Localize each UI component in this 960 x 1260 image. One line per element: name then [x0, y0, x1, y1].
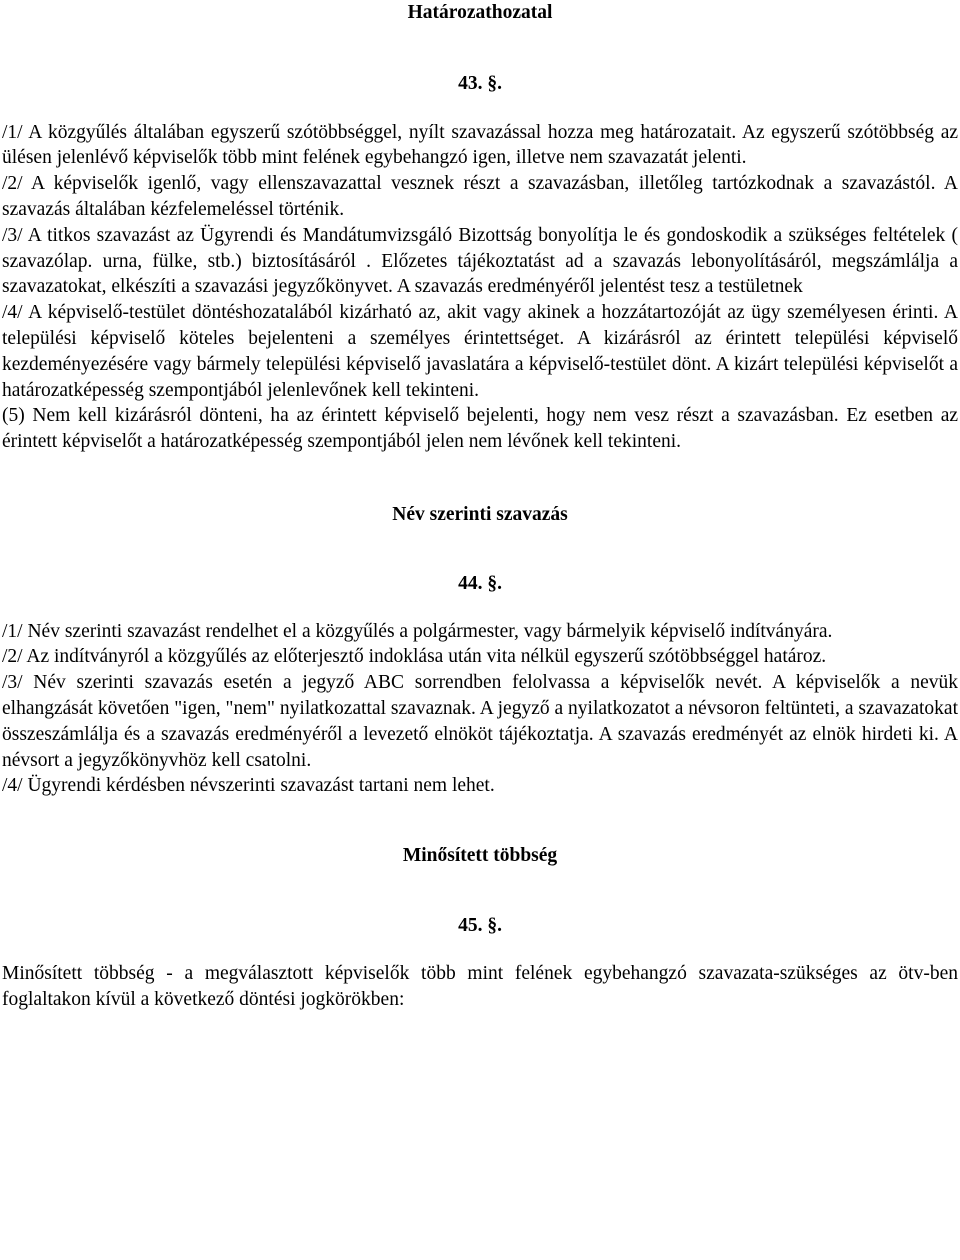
section-title-minositett-tobbseg: Minősített többség	[402, 845, 558, 867]
paragraph: /1/ Név szerinti szavazást rendelhet el a közgyűlés a polgármester, vagy bármelyik képviselő indítványára.	[2, 620, 833, 642]
paragraph: /2/ Az indítványról a közgyűlés az előterjesztő indoklása után vita nélkül egyszerű szótöbbséggel határoz.	[2, 646, 827, 668]
section-body-43	[2, 120, 958, 455]
paragraph: (5) Nem kell kizárásról dönteni, ha az érintett képviselő bejelenti, hogy nem vesz részt a szavazásban. Ez esetben az érintett képviselőt a határozatképesség szempontjából jelen nem lévőnek kell tekinteni.	[2, 405, 958, 453]
paragraph: /3/ Név szerinti szavazás esetén a jegyző ABC sorrendben felolvassa a képviselők nevét. A képviselők a nevük elhangzását követően "igen, "nem" nyilatkozattal szavaznak. A jegyző a nyilatkozatot a névsoron feltünteti, a szavazatokat összeszámlálja és a szavazás eredményéről a levezető elnököt tájékoztatja. A szavazás eredményét az elnök hirdeti ki. A névsort a jegyzőkönyvhöz kell csatolni.	[2, 672, 958, 771]
paragraph: /4/ A képviselő-testület döntéshozatalából kizárható az, akit vagy akinek a hozzátartozóját az ügy személyesen érinti. A települési képviselő köteles bejelenteni a személyes érintettséget. A kizárásról az érintett települési képviselő kezdeményezésére vagy bármely települési képviselő javaslatára a képviselő-testület dönt. A kizárt települési képviselőt a határozatképesség szempontjából jelenlevőnek kell tekinteni.	[2, 302, 958, 401]
paragraph: /3/ A titkos szavazást az Ügyrendi és Mandátumvizsgáló Bizottság bonyolítja le és gondoskodik a szükséges feltételek ( szavazólap. urna, fülke, stb.) biztosításáról . Előzetes tájékoztatást ad a szavazás lebonyolításáról, megszámlálja a szavazatokat, elkészíti a szavazási jegyzőkönyvet. A szavazás eredményéről jelentést tesz a testületnek	[2, 224, 958, 298]
section-title-hatarozathozatal: Határozathozatal	[407, 2, 553, 23]
section-body-45	[2, 961, 958, 1013]
section-number-43: 43. §.	[458, 72, 502, 94]
section-number-44: 44. §.	[458, 572, 502, 594]
paragraph: /4/ Ügyrendi kérdésben névszerinti szavazást tartani nem lehet.	[2, 775, 495, 797]
paragraph: /1/ A közgyűlés általában egyszerű szótöbbséggel, nyílt szavazással hozza meg határozatait. Az egyszerű szótöbbség az ülésen jelenlévő képviselők több mint felének egybehangzó igen, illetve nem szavazatát jelenti.	[2, 121, 958, 169]
section-number-45: 45. §.	[458, 914, 502, 936]
section-body-44	[2, 619, 958, 800]
paragraph: /2/ A képviselők igenlő, vagy ellenszavazattal vesznek részt a szavazásban, illetőleg tartózkodnak a szavazástól. A szavazás általában kézfelemeléssel történik.	[2, 173, 958, 220]
section-title-nev-szerinti-szavazas: Név szerinti szavazás	[392, 503, 568, 525]
paragraph: Minősített többség - a megválasztott képviselők több mint felének egybehangzó szavazata-szükséges az ötv-ben foglaltakon kívül a következő döntési jogkörökben:	[2, 962, 958, 1010]
